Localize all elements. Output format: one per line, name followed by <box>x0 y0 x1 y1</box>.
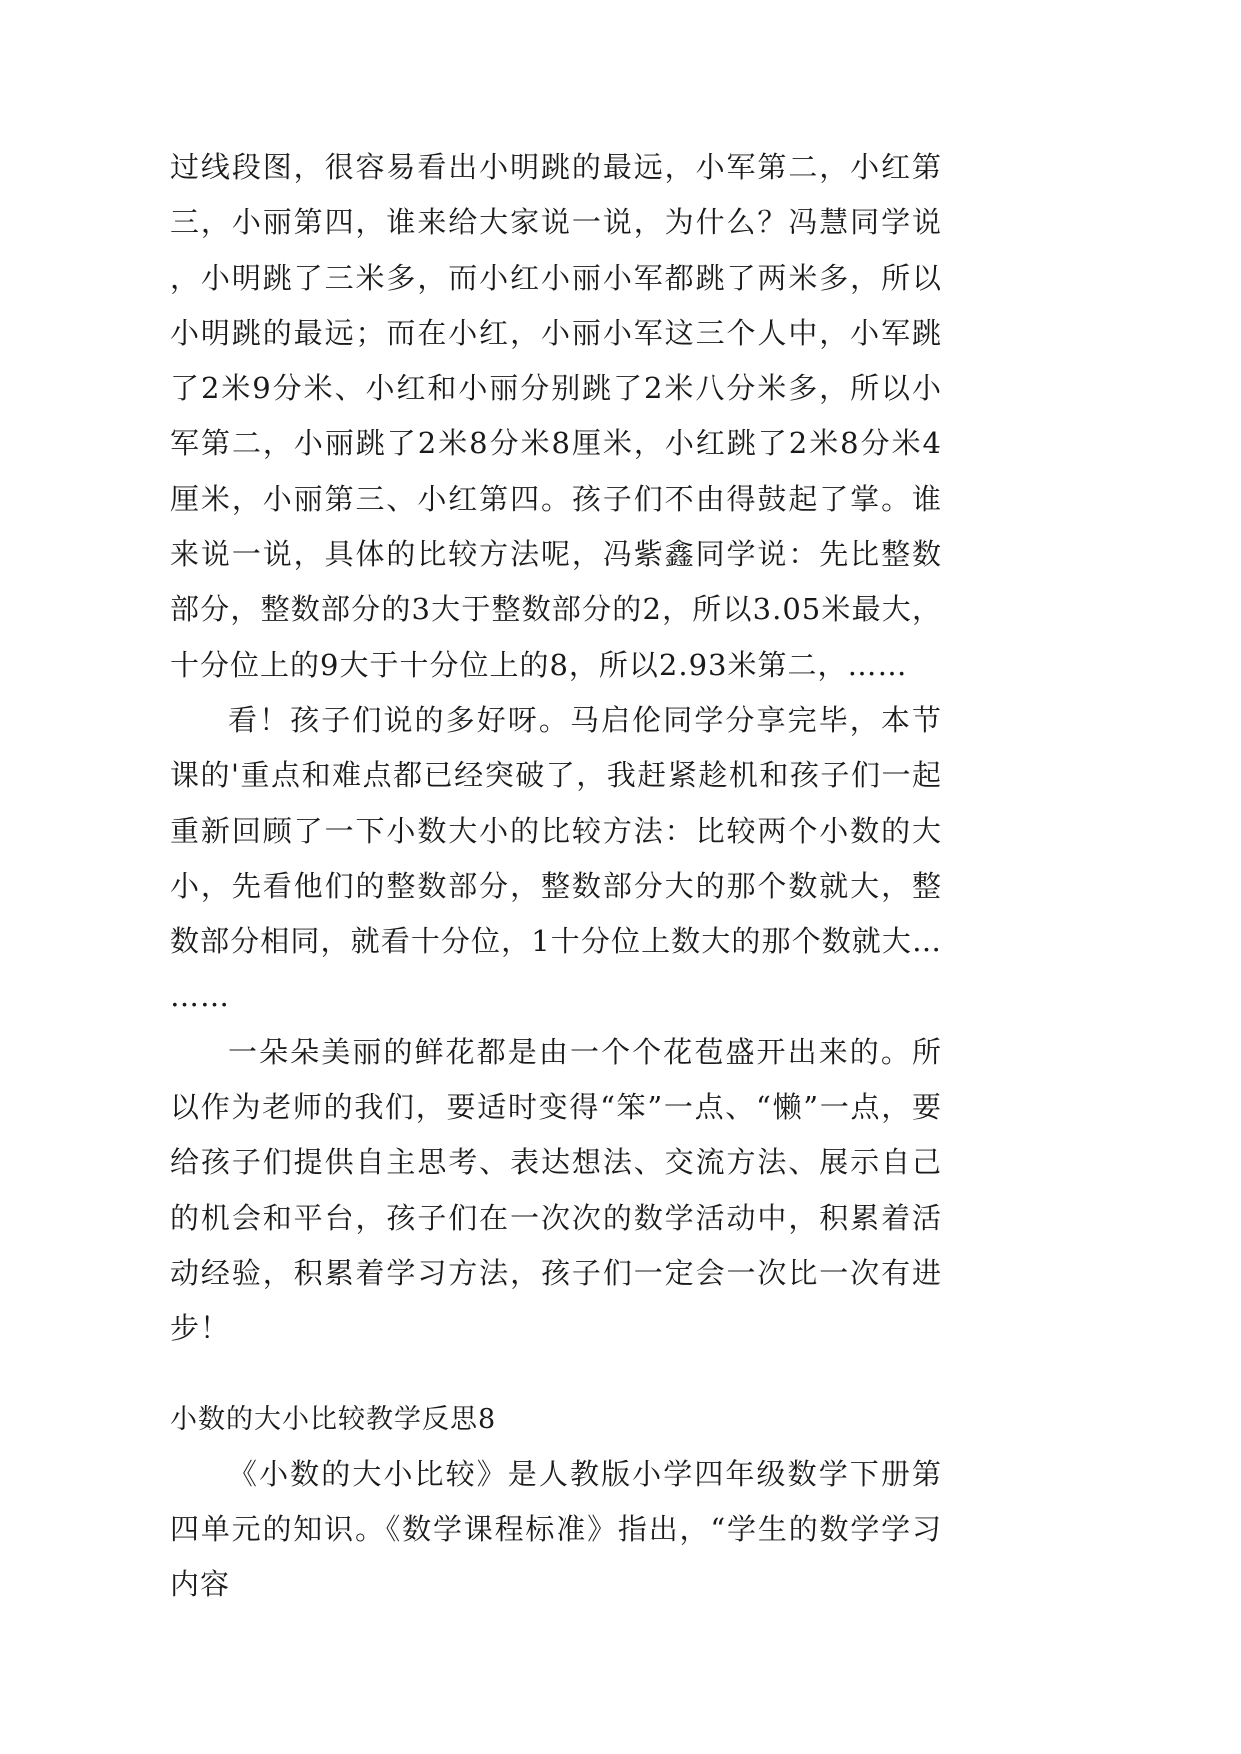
section-title: 小数的大小比较教学反思8 <box>170 1403 497 1435</box>
section-paragraph: 《小数的大小比较》是人教版小学四年级数学下册第四单元的知识。《数学课程标准》指出，“学生的数学学习内容 <box>170 1456 942 1602</box>
paragraph-2: 看！孩子们说的多好呀。马启伦同学分享完毕，本节课的'重点和难点都已经突破了，我赶紧趁机和孩子们一起重新回顾了一下小数大小的比较方法：比较两个小数的大小，先看他们的整数部分，整数部分大的那个数就大，整数部分相同，就看十分位，1十分位上数大的那个数就大……… <box>170 702 942 1014</box>
document-body <box>170 140 942 1612</box>
paragraph-3: 一朵朵美丽的鲜花都是由一个个花苞盛开出来的。所以作为老师的我们，要适时变得“笨”一点、“懒”一点，要给孩子们提供自主思考、表达想法、交流方法、展示自己的机会和平台，孩子们在一次次的数学活动中，积累着活动经验，积累着学习方法，孩子们一定会一次比一次有进步！ <box>170 1034 942 1346</box>
paragraph-1: 过线段图，很容易看出小明跳的最远，小军第二，小红第三，小丽第四，谁来给大家说一说，为什么？冯慧同学说，小明跳了三米多，而小红小丽小军都跳了两米多，所以小明跳的最远；而在小红，小丽小军这三个人中，小军跳了2米9分米、小红和小丽分别跳了2米八分米多，所以小军第二，小丽跳了2米8分米8厘米，小红跳了2米8分米4厘米，小丽第三、小红第四。孩子们不由得鼓起了掌。谁来说一说，具体的比较方法呢，冯紫鑫同学说：先比整数部分，整数部分的3大于整数部分的2，所以3.05米最大，十分位上的9大于十分位上的8，所以2.93米第二，…… <box>170 150 942 682</box>
